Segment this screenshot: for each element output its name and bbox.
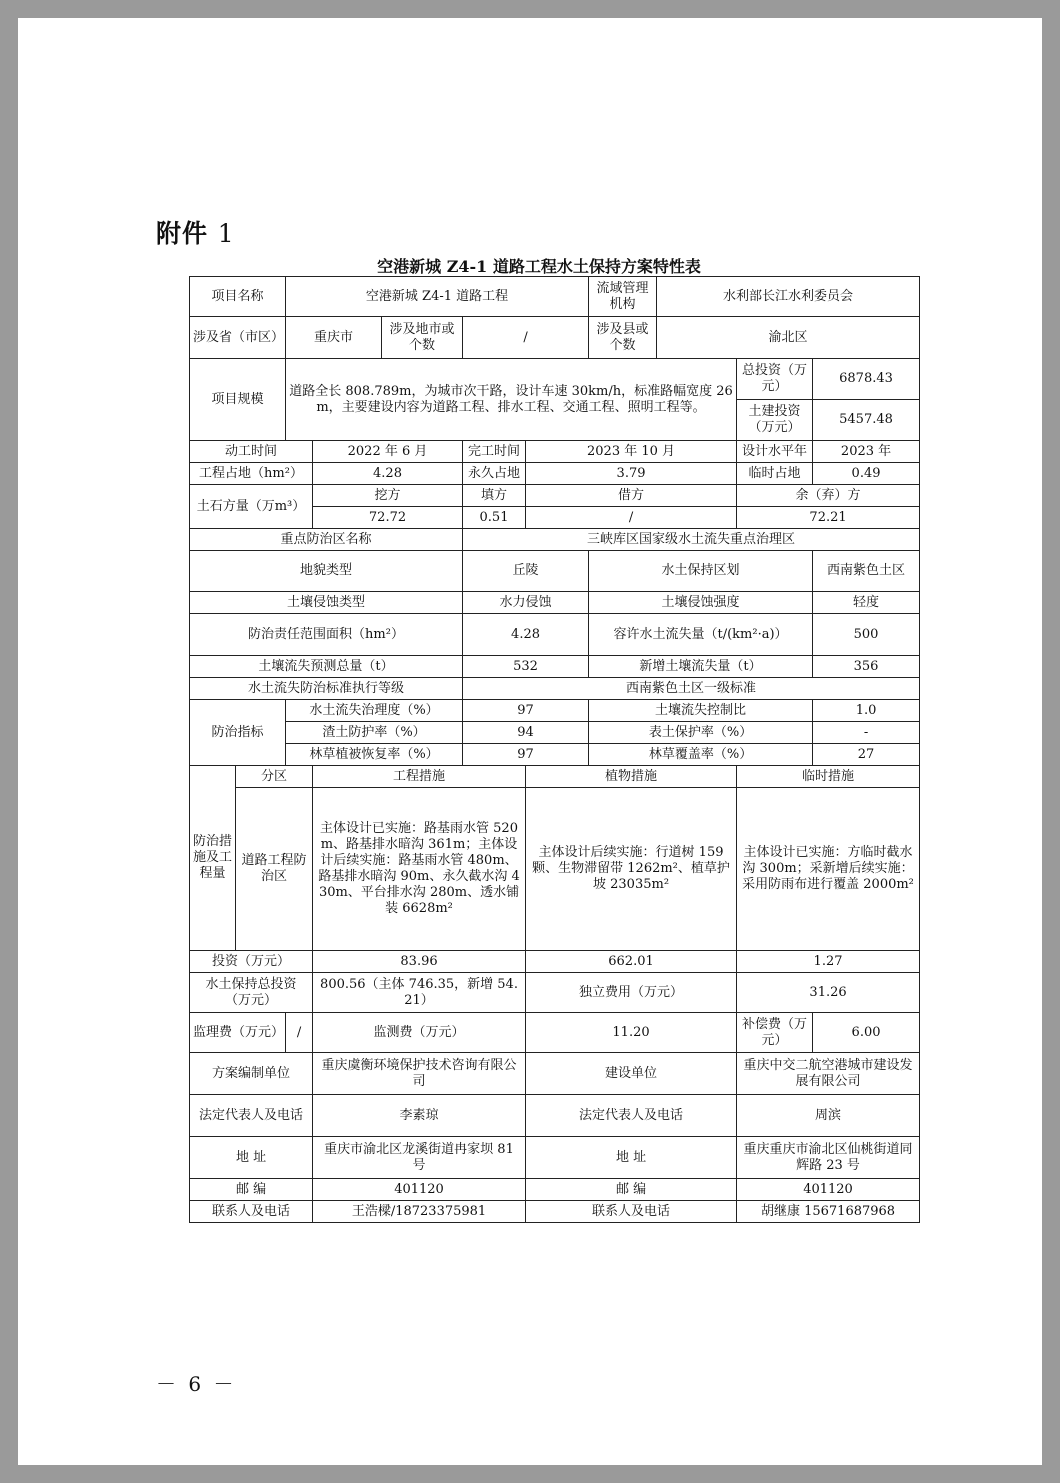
cell-label: 土壤流失预测总量（t） xyxy=(190,656,463,678)
cell-label: 总投资（万元） xyxy=(737,359,813,400)
cell-header: 临时措施 xyxy=(737,766,920,788)
table-title: 空港新城 Z4-1 道路工程水土保持方案特性表 xyxy=(377,257,701,276)
table-row xyxy=(190,700,920,722)
cell-value: 西南紫色土区 xyxy=(813,551,920,592)
cell-label: 工程占地（hm²） xyxy=(190,463,313,485)
cell-value: 83.96 xyxy=(313,951,526,973)
cell-value: 周滨 xyxy=(737,1095,920,1137)
cell-label: 方案编制单位 xyxy=(190,1053,313,1095)
attachment-label-text: 附件 xyxy=(156,219,209,248)
cell-label: 水土保持区划 xyxy=(589,551,813,592)
cell-value: 6878.43 xyxy=(813,359,920,400)
cell-label: 林草覆盖率（%） xyxy=(589,744,813,766)
cell-label: 涉及省（市区） xyxy=(190,317,286,359)
table-row xyxy=(190,678,920,700)
cell-label: 邮 编 xyxy=(526,1179,737,1201)
cell-label: 涉及地市或个数 xyxy=(382,317,463,359)
cell-value: 4.28 xyxy=(463,614,589,656)
cell-value: 11.20 xyxy=(526,1013,737,1053)
cell-label: 土建投资（万元） xyxy=(737,400,813,441)
table-row xyxy=(190,441,920,463)
cell-value: 轻度 xyxy=(813,592,920,614)
cell-label: 法定代表人及电话 xyxy=(526,1095,737,1137)
zone-name: 道路工程防治区 xyxy=(236,788,313,951)
table-row xyxy=(190,317,920,359)
table-row xyxy=(190,766,920,788)
project-scale-text: 道路全长 808.789m，为城市次干路，设计车速 30km/h，标准路幅宽度 26m，主要建设内容为道路工程、排水工程、交通工程、照明工程等。 xyxy=(286,359,737,441)
cell-value: 2023 年 10 月 xyxy=(526,441,737,463)
cell-value: 5457.48 xyxy=(813,400,920,441)
cell-label: 土壤侵蚀强度 xyxy=(589,592,813,614)
cell-label: 地貌类型 xyxy=(190,551,463,592)
table-row xyxy=(190,744,920,766)
engineering-measures: 主体设计已实施：路基雨水管 520m、路基排水暗沟 361m；主体设计后续实施：路基雨水管 480m、路基排水暗沟 90m、永久截水沟 430m、平台排水沟 280m、透水铺装 6628m² xyxy=(313,788,526,951)
cell-value: 72.72 xyxy=(313,507,463,529)
cell-value: 0.49 xyxy=(813,463,920,485)
table-row xyxy=(190,1095,920,1137)
cell-label: 土石方量（万m³） xyxy=(190,485,313,529)
table-row xyxy=(190,1013,920,1053)
cell-value: 渝北区 xyxy=(657,317,920,359)
cell-value: 空港新城 Z4-1 道路工程 xyxy=(286,277,589,317)
measures-label: 防治措施及工程量 xyxy=(190,766,236,951)
cell-label: 水土流失防治标准执行等级 xyxy=(190,678,463,700)
attachment-number: 1 xyxy=(217,219,235,248)
cell-header: 填方 xyxy=(463,485,526,507)
cell-value: 重庆重庆市渝北区仙桃街道同辉路 23 号 xyxy=(737,1137,920,1179)
cell-header: 工程措施 xyxy=(313,766,526,788)
cell-value: 水利部长江水利委员会 xyxy=(657,277,920,317)
table-row xyxy=(190,592,920,614)
table-row xyxy=(190,1179,920,1201)
cell-label: 项目名称 xyxy=(190,277,286,317)
attachment-label xyxy=(156,214,235,250)
cell-value: 500 xyxy=(813,614,920,656)
cell-value: 4.28 xyxy=(313,463,463,485)
cell-label: 重点防治区名称 xyxy=(190,529,463,551)
cell-label: 表土保护率（%） xyxy=(589,722,813,744)
cell-label: 独立费用（万元） xyxy=(526,973,737,1013)
table-row xyxy=(190,951,920,973)
cell-value: 2022 年 6 月 xyxy=(313,441,463,463)
cell-label: 投资（万元） xyxy=(190,951,313,973)
cell-value: 27 xyxy=(813,744,920,766)
cell-value: 97 xyxy=(463,744,589,766)
table-row xyxy=(190,722,920,744)
cell-label: 补偿费（万元） xyxy=(737,1013,813,1053)
cell-value: 1.27 xyxy=(737,951,920,973)
cell-label: 涉及县或个数 xyxy=(589,317,657,359)
cell-value: 西南紫色土区一级标准 xyxy=(463,678,920,700)
cell-label: 联系人及电话 xyxy=(190,1201,313,1223)
table-row xyxy=(190,656,920,678)
cell-label: 地 址 xyxy=(190,1137,313,1179)
characteristics-table xyxy=(189,276,920,1223)
cell-value: 王浩樑/18723375981 xyxy=(313,1201,526,1223)
cell-label: 水土保持总投资（万元） xyxy=(190,973,313,1013)
cell-value: 2023 年 xyxy=(813,441,920,463)
table-row xyxy=(190,551,920,592)
cell-label: 建设单位 xyxy=(526,1053,737,1095)
cell-value: 胡继康 15671687968 xyxy=(737,1201,920,1223)
cell-label: 邮 编 xyxy=(190,1179,313,1201)
table-row xyxy=(190,973,920,1013)
cell-value: 重庆中交二航空港城市建设发展有限公司 xyxy=(737,1053,920,1095)
cell-value: 800.56（主体 746.35，新增 54.21） xyxy=(313,973,526,1013)
cell-label: 完工时间 xyxy=(463,441,526,463)
table-row xyxy=(190,788,920,951)
cell-label: 监理费（万元） xyxy=(190,1013,286,1053)
cell-header: 分区 xyxy=(236,766,313,788)
cell-label: 防治责任范围面积（hm²） xyxy=(190,614,463,656)
cell-label: 水土流失治理度（%） xyxy=(286,700,463,722)
cell-value: 97 xyxy=(463,700,589,722)
table-row xyxy=(190,1201,920,1223)
cell-header: 借方 xyxy=(526,485,737,507)
cell-label: 监测费（万元） xyxy=(313,1013,526,1053)
cell-value: 356 xyxy=(813,656,920,678)
table-row xyxy=(190,277,920,317)
cell-label: 渣土防护率（%） xyxy=(286,722,463,744)
table-row xyxy=(190,614,920,656)
cell-value: 6.00 xyxy=(813,1013,920,1053)
cell-header: 挖方 xyxy=(313,485,463,507)
cell-label: 林草植被恢复率（%） xyxy=(286,744,463,766)
table-row xyxy=(190,1053,920,1095)
cell-value: / xyxy=(286,1013,313,1053)
cell-value: 李素琼 xyxy=(313,1095,526,1137)
table-row xyxy=(190,529,920,551)
cell-label: 永久占地 xyxy=(463,463,526,485)
cell-label: 项目规模 xyxy=(190,359,286,441)
cell-value: 72.21 xyxy=(737,507,920,529)
cell-value: - xyxy=(813,722,920,744)
cell-value: 94 xyxy=(463,722,589,744)
cell-label: 地 址 xyxy=(526,1137,737,1179)
cell-label: 联系人及电话 xyxy=(526,1201,737,1223)
page-number: － 6 － xyxy=(156,1372,237,1396)
table-row xyxy=(190,463,920,485)
cell-value: 1.0 xyxy=(813,700,920,722)
cell-label: 动工时间 xyxy=(190,441,313,463)
cell-label: 新增土壤流失量（t） xyxy=(589,656,813,678)
indicators-label: 防治指标 xyxy=(190,700,286,766)
cell-label: 容许水土流失量（t/(km²·a)） xyxy=(589,614,813,656)
cell-value: 水力侵蚀 xyxy=(463,592,589,614)
cell-value: 重庆市渝北区龙溪街道冉家坝 81 号 xyxy=(313,1137,526,1179)
cell-label: 土壤流失控制比 xyxy=(589,700,813,722)
cell-value: 532 xyxy=(463,656,589,678)
cell-value: 31.26 xyxy=(737,973,920,1013)
cell-value: 重庆虞衡环境保护技术咨询有限公司 xyxy=(313,1053,526,1095)
temporary-measures: 主体设计已实施：方临时截水沟 300m；采新增后续实施：采用防雨布进行覆盖 2000m² xyxy=(737,788,920,951)
cell-value: 三峡库区国家级水土流失重点治理区 xyxy=(463,529,920,551)
cell-label: 设计水平年 xyxy=(737,441,813,463)
cell-value: 3.79 xyxy=(526,463,737,485)
cell-value: / xyxy=(463,317,589,359)
table-row xyxy=(190,485,920,507)
cell-value: 401120 xyxy=(313,1179,526,1201)
cell-label: 临时占地 xyxy=(737,463,813,485)
table-row xyxy=(190,1137,920,1179)
cell-value: 重庆市 xyxy=(286,317,382,359)
cell-value: 662.01 xyxy=(526,951,737,973)
cell-value: / xyxy=(526,507,737,529)
cell-label: 土壤侵蚀类型 xyxy=(190,592,463,614)
cell-header: 余（弃）方 xyxy=(737,485,920,507)
vegetation-measures: 主体设计后续实施：行道树 159 颗、生物滞留带 1262m²、植草护坡 23035m² xyxy=(526,788,737,951)
cell-label: 流域管理机构 xyxy=(589,277,657,317)
cell-header: 植物措施 xyxy=(526,766,737,788)
cell-value: 401120 xyxy=(737,1179,920,1201)
document-page xyxy=(18,18,1042,1465)
cell-label: 法定代表人及电话 xyxy=(190,1095,313,1137)
cell-value: 0.51 xyxy=(463,507,526,529)
table-row xyxy=(190,359,920,400)
cell-value: 丘陵 xyxy=(463,551,589,592)
